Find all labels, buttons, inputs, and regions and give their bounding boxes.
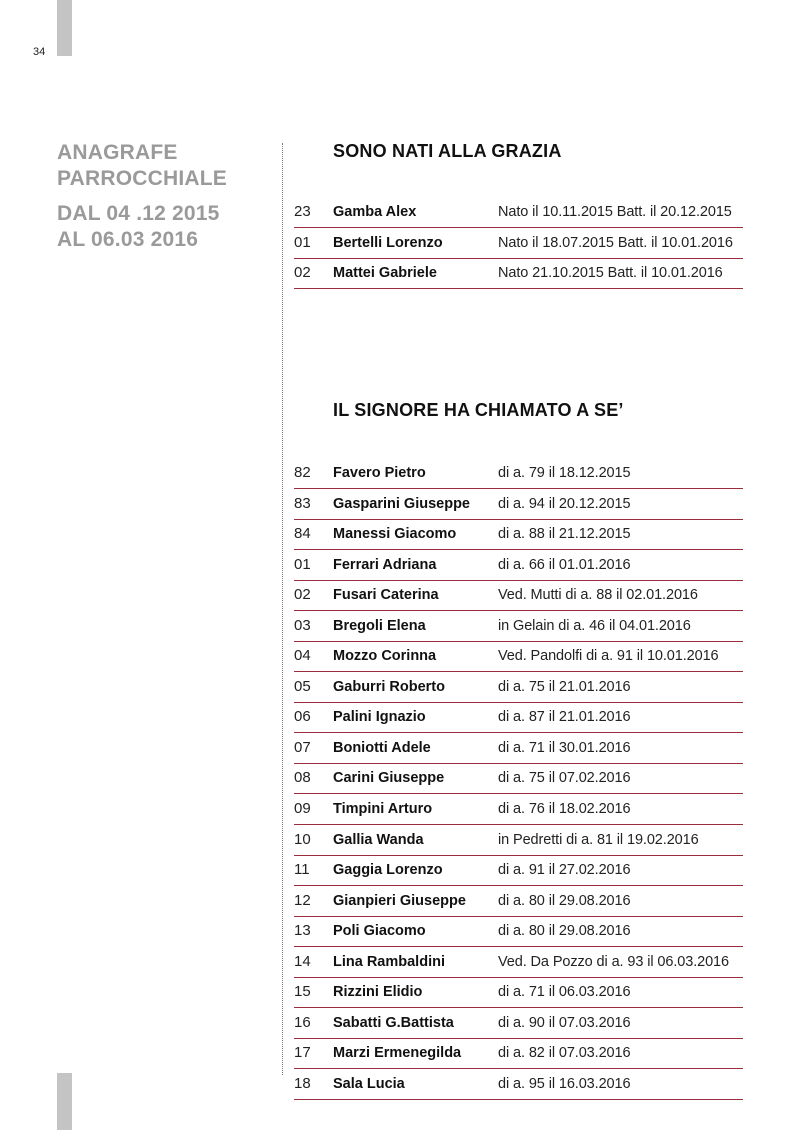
entry-detail: Nato il 18.07.2015 Batt. il 10.01.2016 [498,234,733,251]
entry-number: 05 [294,677,311,695]
entry-name: Gaburri Roberto [333,678,445,695]
entry-number: 01 [294,233,311,251]
entry-number: 15 [294,983,311,1001]
list-item [294,857,743,886]
list-item [294,582,743,611]
entry-number: 12 [294,891,311,909]
entry-name: Fusari Caterina [333,587,439,604]
entry-number: 14 [294,952,311,970]
list-item [294,613,743,642]
heading-date-to: AL 06.03 2016 [57,228,199,251]
section-heading [57,140,227,253]
deaths-title: IL SIGNORE HA CHIAMATO A SE’ [333,400,624,420]
entry-detail: di a. 82 il 07.03.2016 [498,1045,631,1062]
entry-number: 23 [294,203,311,220]
entry-name: Marzi Ermenegilda [333,1045,462,1062]
list-item [294,979,743,1008]
list-item [294,643,743,672]
entry-number: 16 [294,1013,311,1031]
births-list [294,199,743,291]
list-item [294,460,743,489]
page-edge-tab-bottom [57,1073,72,1130]
page-number: 34 [33,46,46,58]
entry-detail: di a. 75 il 21.01.2016 [498,678,631,695]
entry-number: 07 [294,738,311,756]
entry-name: Palini Ignazio [333,709,426,726]
entry-detail: di a. 71 il 06.03.2016 [498,984,631,1001]
deaths-list [294,460,743,1101]
entry-name: Timpini Arturo [333,801,433,818]
heading-line-2: PARROCCHIALE [57,167,228,190]
entry-number: 11 [294,861,310,879]
entry-detail: in Gelain di a. 46 il 04.01.2016 [498,617,691,634]
list-item [294,765,743,794]
dotted-divider [282,143,283,1075]
entry-detail: di a. 79 il 18.12.2015 [498,465,631,481]
list-item [294,521,743,550]
entry-name: Gianpieri Giuseppe [333,892,466,909]
entry-detail: di a. 90 il 07.03.2016 [498,1014,631,1031]
entry-number: 02 [294,586,311,604]
entry-number: 08 [294,769,311,787]
list-item [294,796,743,825]
entry-number: 09 [294,800,311,818]
list-item [294,230,743,259]
entry-detail: Ved. Pandolfi di a. 91 il 10.01.2016 [498,648,719,665]
entry-detail: di a. 80 il 29.08.2016 [498,923,631,940]
entry-detail: di a. 95 il 16.03.2016 [498,1075,631,1092]
entry-name: Manessi Giacomo [333,526,457,543]
list-item [294,949,743,978]
entry-name: Gamba Alex [333,204,417,220]
entry-name: Lina Rambaldini [333,953,445,970]
entry-detail: di a. 88 il 21.12.2015 [498,526,631,543]
entry-detail: Nato il 10.11.2015 Batt. il 20.12.2015 [498,204,732,220]
entry-name: Gasparini Giuseppe [333,495,470,512]
entry-name: Carini Giuseppe [333,770,445,787]
list-item [294,1040,743,1069]
entry-detail: di a. 80 il 29.08.2016 [498,892,631,909]
entry-detail: di a. 71 il 30.01.2016 [498,739,631,756]
entry-name: Mattei Gabriele [333,265,437,282]
entry-number: 82 [294,464,311,481]
entry-name: Favero Pietro [333,465,426,481]
entry-detail: di a. 75 il 07.02.2016 [498,770,631,787]
entry-detail: di a. 66 il 01.01.2016 [498,556,631,573]
list-item [294,888,743,917]
entry-detail: in Pedretti di a. 81 il 19.02.2016 [498,831,699,848]
list-item [294,735,743,764]
entry-detail: di a. 76 il 18.02.2016 [498,801,631,818]
list-item [294,552,743,581]
entry-detail: di a. 87 il 21.01.2016 [498,709,631,726]
entry-name: Boniotti Adele [333,739,431,756]
entry-number: 03 [294,616,311,634]
heading-date-from: DAL 04 .12 2015 [57,202,220,225]
entry-number: 18 [294,1074,311,1092]
list-item [294,674,743,703]
entry-name: Rizzini Elidio [333,984,423,1001]
entry-detail: Ved. Mutti di a. 88 il 02.01.2016 [498,587,698,604]
entry-number: 06 [294,708,311,726]
entry-number: 17 [294,1044,311,1062]
entry-number: 84 [294,525,311,543]
list-item [294,199,743,228]
entry-number: 04 [294,647,311,665]
entry-detail: Ved. Da Pozzo di a. 93 il 06.03.2016 [498,953,729,970]
entry-name: Gallia Wanda [333,831,424,848]
list-item [294,1010,743,1039]
entry-name: Gaggia Lorenzo [333,862,443,879]
list-item [294,918,743,947]
entry-number: 10 [294,830,311,848]
entry-name: Bregoli Elena [333,617,426,634]
entry-name: Mozzo Corinna [333,648,437,665]
list-item [294,1071,743,1100]
entry-name: Sabatti G.Battista [333,1014,454,1031]
list-item [294,827,743,856]
entry-number: 83 [294,494,311,512]
entry-detail: di a. 94 il 20.12.2015 [498,495,631,512]
list-item [294,260,743,289]
heading-line-1: ANAGRAFE [57,141,178,164]
births-title: SONO NATI ALLA GRAZIA [333,141,562,161]
entry-detail: di a. 91 il 27.02.2016 [498,862,631,879]
page-edge-tab-top [57,0,72,56]
entry-name: Poli Giacomo [333,923,426,940]
entry-number: 02 [294,264,311,282]
list-item [294,491,743,520]
entry-name: Sala Lucia [333,1075,405,1092]
entry-detail: Nato 21.10.2015 Batt. il 10.01.2016 [498,265,723,282]
entry-number: 13 [294,922,311,940]
entry-name: Bertelli Lorenzo [333,234,443,251]
list-item [294,704,743,733]
entry-number: 01 [294,555,311,573]
entry-name: Ferrari Adriana [333,556,437,573]
